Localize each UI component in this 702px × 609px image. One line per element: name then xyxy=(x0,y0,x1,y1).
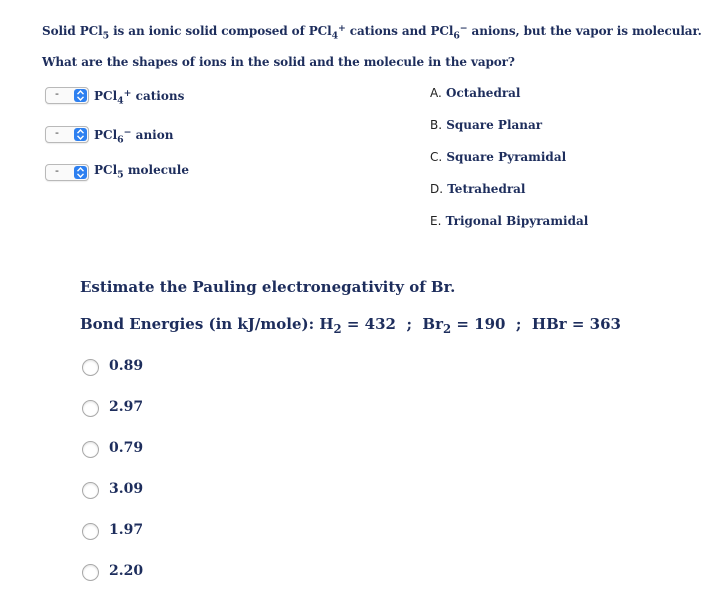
label-subscript: 4 xyxy=(117,95,124,107)
option-text: Trigonal Bipyramidal xyxy=(445,214,589,228)
label-part: PCl xyxy=(94,163,118,177)
choice-label-6: 2.20 xyxy=(109,563,144,579)
option-text: Octahedral xyxy=(446,86,521,100)
option-d xyxy=(430,182,525,196)
label-part: cations xyxy=(131,89,185,103)
radio-choice-1[interactable] xyxy=(82,359,99,376)
option-b xyxy=(430,118,542,132)
option-letter: E. xyxy=(430,214,442,228)
match-label-cations xyxy=(94,87,185,107)
match-label-anion xyxy=(94,126,174,146)
choice-label-5: 1.97 xyxy=(109,522,144,538)
select-arrows-icon xyxy=(74,89,87,102)
option-e xyxy=(430,214,588,228)
option-text: Square Planar xyxy=(446,118,543,132)
radio-choice-6[interactable] xyxy=(82,564,99,581)
select-arrows-icon xyxy=(74,128,87,141)
choice-label-3: 0.79 xyxy=(109,440,144,456)
question-2-title: Estimate the Pauling electronegativity of Br. xyxy=(80,278,456,296)
match-select-molecule[interactable] xyxy=(45,164,89,181)
radio-choice-2[interactable] xyxy=(82,400,99,417)
label-subscript: 5 xyxy=(117,169,124,181)
match-select-cations[interactable] xyxy=(45,87,89,104)
choice-label-4: 3.09 xyxy=(109,481,144,497)
option-letter: C. xyxy=(430,150,443,164)
label-part: PCl xyxy=(94,89,118,103)
choice-label-2: 2.97 xyxy=(109,399,144,415)
choice-label-1: 0.89 xyxy=(109,358,144,374)
bond-subscript: 2 xyxy=(333,322,342,337)
radio-choice-5[interactable] xyxy=(82,523,99,540)
bond-text-part: Bond Energies (in kJ/mole): H xyxy=(80,315,334,333)
bond-energies-line xyxy=(80,315,621,337)
label-part: molecule xyxy=(123,163,189,177)
radio-choice-3[interactable] xyxy=(82,441,99,458)
q1-subscript: 4 xyxy=(331,30,338,42)
option-c xyxy=(430,150,566,164)
select-value: - xyxy=(55,126,59,139)
label-part: PCl xyxy=(94,128,118,142)
select-arrows-icon xyxy=(74,166,87,179)
q1-text-part: Solid PCl xyxy=(42,24,103,38)
q1-text-part: anions, but the vapor is molecular. xyxy=(467,24,702,38)
q1-text-part: is an ionic solid composed of PCl xyxy=(109,24,332,38)
option-text: Square Pyramidal xyxy=(446,150,567,164)
q1-text-part: cations and PCl xyxy=(345,24,454,38)
option-letter: D. xyxy=(430,182,444,196)
option-a xyxy=(430,86,520,100)
q1-superscript: − xyxy=(459,22,468,34)
match-label-molecule xyxy=(94,163,189,181)
label-superscript: + xyxy=(123,87,132,99)
bond-text-part: = 432 ; Br xyxy=(341,315,444,333)
label-part: anion xyxy=(131,128,174,142)
question-1-prompt: What are the shapes of ions in the solid and the molecule in the vapor? xyxy=(42,55,515,69)
option-letter: A. xyxy=(430,86,442,100)
q1-superscript: + xyxy=(337,22,346,34)
option-text: Tetrahedral xyxy=(447,182,526,196)
select-value: - xyxy=(55,164,59,177)
match-select-anion[interactable] xyxy=(45,126,89,143)
bond-subscript: 2 xyxy=(443,322,452,337)
option-letter: B. xyxy=(430,118,443,132)
q1-subscript: 6 xyxy=(453,30,460,42)
bond-text-part: = 190 ; HBr = 363 xyxy=(451,315,621,333)
q1-subscript: 5 xyxy=(102,30,109,42)
radio-choice-4[interactable] xyxy=(82,482,99,499)
select-value: - xyxy=(55,87,59,100)
label-superscript: − xyxy=(123,126,132,138)
question-1-text xyxy=(42,22,702,42)
label-subscript: 6 xyxy=(117,134,124,146)
